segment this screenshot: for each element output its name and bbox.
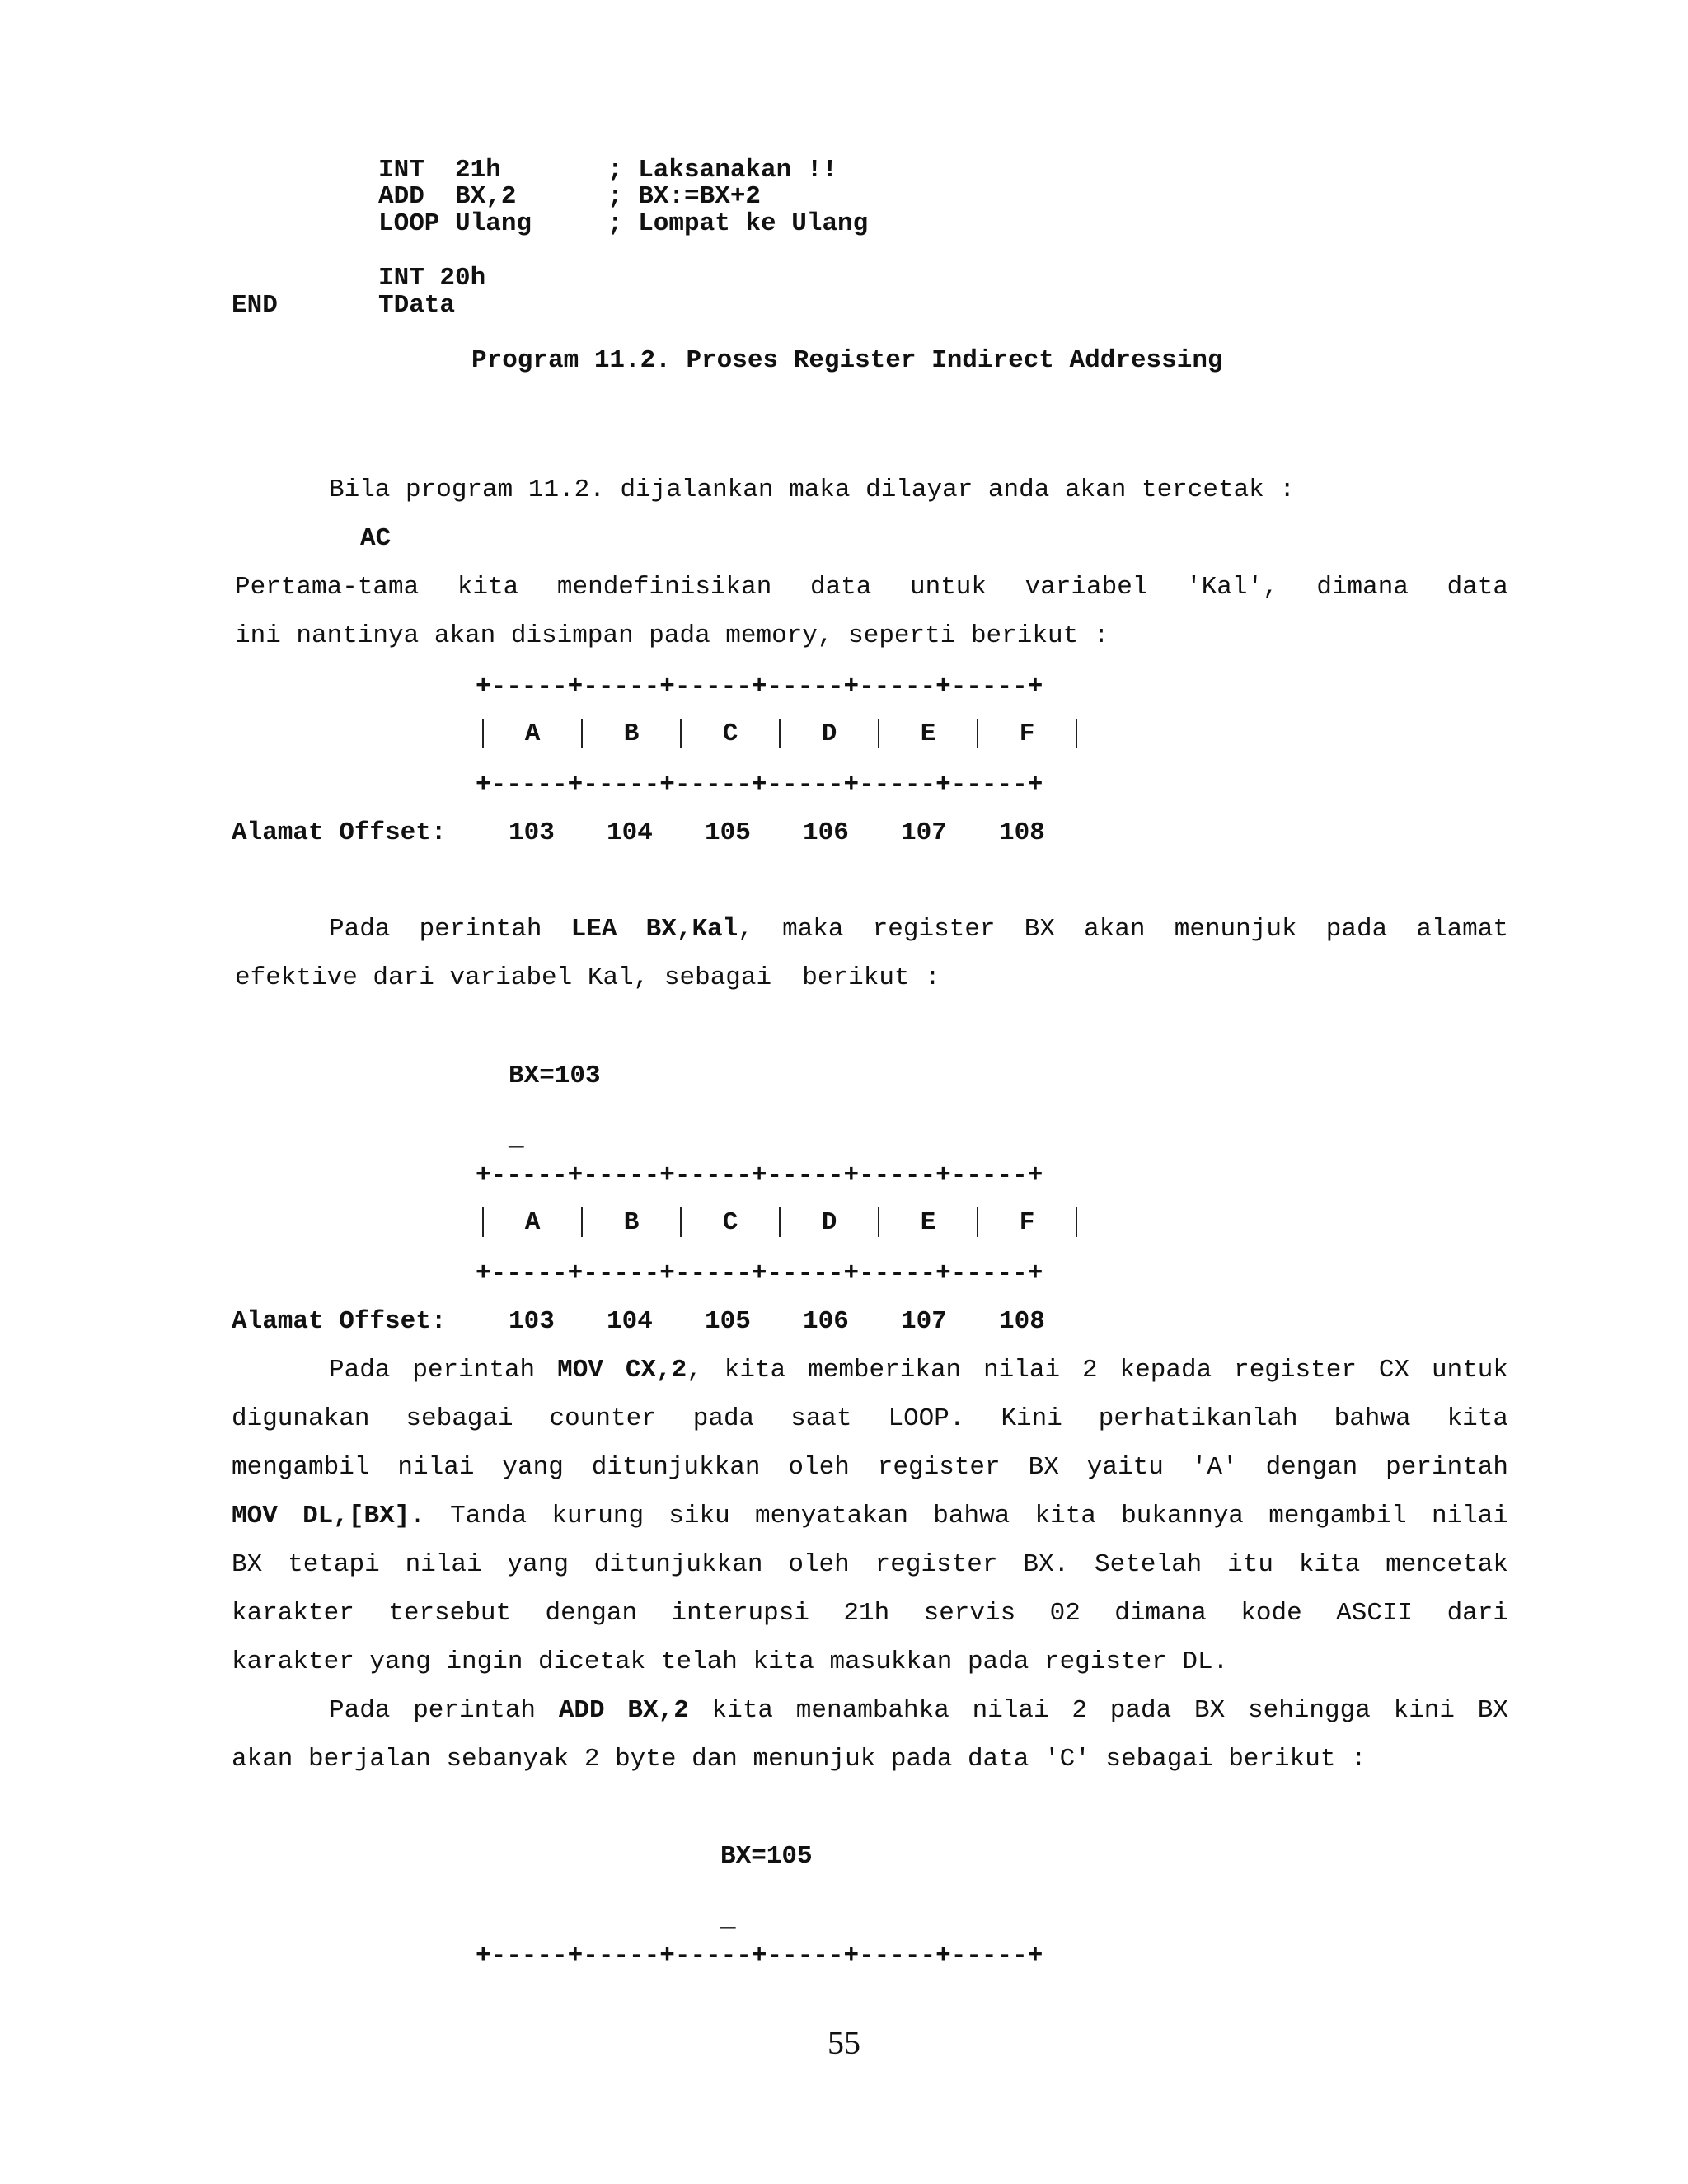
cell-divider — [1076, 1207, 1077, 1237]
text-run: Pada perintah — [329, 1696, 559, 1725]
offset-value: 106 — [803, 1307, 849, 1336]
para-mov-line6: karakter tersebut dengan interupsi 21h servis 02 dimana kode ASCII dari — [232, 1599, 1508, 1628]
memory-border-bottom: +-----+-----+-----+-----+-----+-----+ — [476, 771, 1043, 799]
offset-value: 108 — [999, 818, 1045, 847]
memory-cell: E — [920, 719, 936, 748]
offset-label: Alamat Offset: — [232, 818, 447, 847]
offset-value: 108 — [999, 1307, 1045, 1336]
pointer-label-1: BX=103 — [509, 1062, 601, 1090]
memory-cell: D — [821, 1207, 837, 1237]
code-label-end: END — [232, 291, 278, 320]
memory-cell: C — [722, 719, 738, 748]
instruction-mov-cx: MOV CX,2 — [557, 1356, 687, 1385]
para-mov-line7: karakter yang ingin dicetak telah kita masukkan pada register DL. — [232, 1647, 1229, 1676]
para-add-line1 — [329, 1698, 1508, 1723]
memory-cell: B — [623, 1207, 640, 1237]
para-mov-line1 — [329, 1357, 1508, 1383]
instruction-add-bx: ADD BX,2 — [558, 1696, 689, 1725]
offset-value: 104 — [607, 1307, 653, 1336]
para-add-line2: akan berjalan sebanyak 2 byte dan menunjuk pada data 'C' sebagai berikut : — [232, 1745, 1367, 1774]
code-instr-2: ADD BX,2 — [378, 182, 517, 211]
memory-cells — [482, 1206, 1077, 1239]
instruction-mov-dl: MOV DL,[BX] — [232, 1502, 410, 1530]
memory-cell: F — [1019, 719, 1035, 748]
text-run: Pada perintah — [329, 915, 571, 944]
code-comment-2: ; BX:=BX+2 — [607, 182, 762, 211]
para-mov-line4 — [232, 1503, 1508, 1529]
program-caption: Program 11.2. Proses Register Indirect Addressing — [471, 346, 1223, 375]
text-run: kita menambahka nilai 2 pada BX sehingga kini BX — [688, 1696, 1508, 1725]
offset-label: Alamat Offset: — [232, 1307, 447, 1336]
memory-border-top-3: +-----+-----+-----+-----+-----+-----+ — [476, 1942, 1043, 1971]
memory-border-top: +-----+-----+-----+-----+-----+-----+ — [476, 1161, 1043, 1190]
program-output: AC — [360, 524, 392, 553]
memory-border-bottom: +-----+-----+-----+-----+-----+-----+ — [476, 1259, 1043, 1288]
pointer-marker-1: _ — [509, 1124, 524, 1153]
offset-value: 104 — [607, 818, 653, 847]
memory-border-top: +-----+-----+-----+-----+-----+-----+ — [476, 673, 1043, 701]
memory-cell: D — [821, 719, 837, 748]
offset-value: 103 — [509, 1307, 555, 1336]
code-instr-4: INT 20h — [378, 264, 486, 293]
pointer-label-2: BX=105 — [720, 1842, 813, 1871]
offset-value: 105 — [705, 818, 751, 847]
cell-divider — [1076, 719, 1077, 748]
memory-cells — [482, 717, 1077, 750]
code-comment-3: ; Lompat ke Ulang — [607, 209, 869, 238]
text-run: . Tanda kurung siku menyatakan bahwa kita bukannya mengambil nilai — [410, 1502, 1508, 1530]
text-run: , kita memberikan nilai 2 kepada register CX untuk — [687, 1356, 1508, 1385]
para-mov-line3: mengambil nilai yang ditunjukkan oleh register BX yaitu 'A' dengan perintah — [232, 1453, 1508, 1482]
text-run: Pada perintah — [329, 1356, 558, 1385]
memory-cell: C — [722, 1207, 738, 1237]
para-mov-line5: BX tetapi nilai yang ditunjukkan oleh register BX. Setelah itu kita mencetak — [232, 1550, 1508, 1579]
para-mov-line2: digunakan sebagai counter pada saat LOOP. Kini perhatikanlah bahwa kita — [232, 1404, 1508, 1433]
para-kal-line2: ini nantinya akan disimpan pada memory, seperti berikut : — [235, 621, 1109, 650]
pointer-marker-2: _ — [720, 1905, 736, 1933]
code-instr-1: INT 21h — [378, 156, 501, 185]
memory-cell: A — [524, 1207, 541, 1237]
para-run-result: Bila program 11.2. dijalankan maka dilayar anda akan tercetak : — [329, 476, 1295, 504]
memory-cell: E — [920, 1207, 936, 1237]
memory-cell: B — [623, 719, 640, 748]
para-kal-line1: Pertama-tama kita mendefinisikan data untuk variabel 'Kal', dimana data — [235, 573, 1508, 602]
instruction-lea: LEA BX,Kal — [570, 915, 738, 944]
text-run: , maka register BX akan menunjuk pada alamat — [738, 915, 1508, 944]
offset-value: 103 — [509, 818, 555, 847]
page-number: 55 — [828, 2024, 860, 2061]
memory-cell: F — [1019, 1207, 1035, 1237]
offset-value: 105 — [705, 1307, 751, 1336]
code-comment-1: ; Laksanakan !! — [607, 156, 838, 185]
para-lea-line1 — [329, 916, 1508, 942]
memory-cell: A — [524, 719, 541, 748]
offset-value: 106 — [803, 818, 849, 847]
offset-value: 107 — [901, 818, 947, 847]
code-instr-3: LOOP Ulang — [378, 209, 532, 238]
offset-value: 107 — [901, 1307, 947, 1336]
para-lea-line2: efektive dari variabel Kal, sebagai berikut : — [235, 963, 940, 992]
code-listing — [0, 0, 1688, 320]
code-instr-5: TData — [378, 291, 456, 320]
